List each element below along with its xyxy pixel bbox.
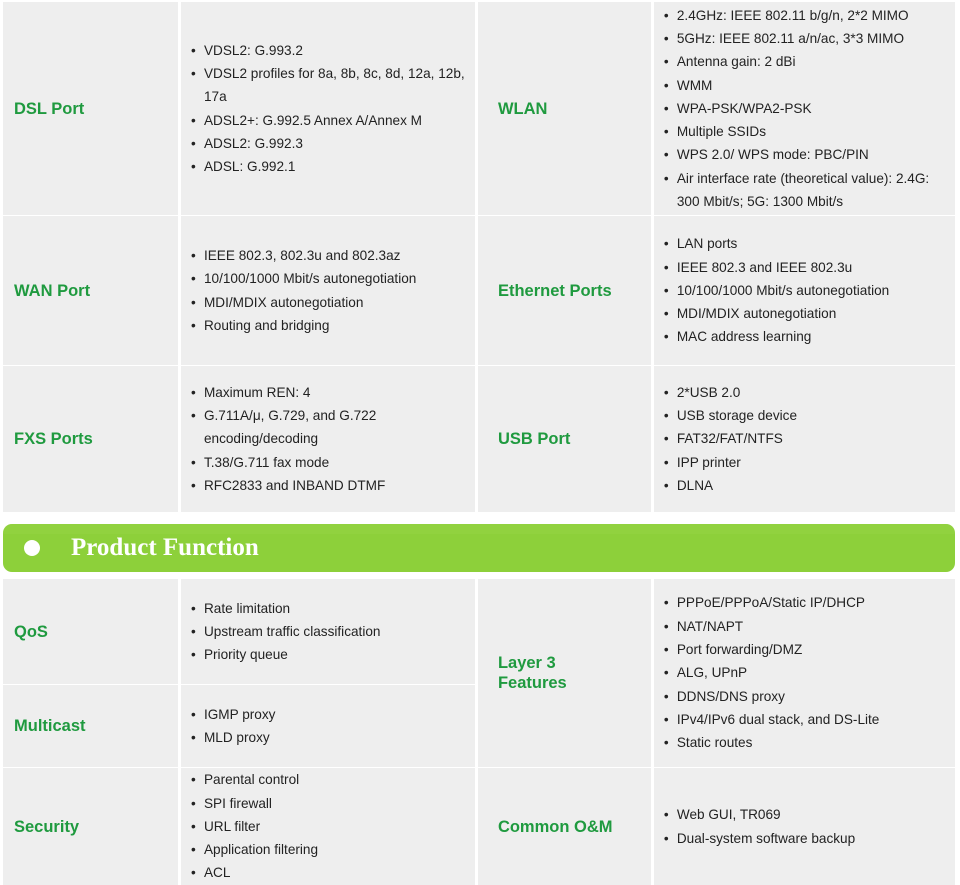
spec-item: • Application filtering [189, 838, 475, 861]
spec-item: • VDSL2 profiles for 8a, 8b, 8c, 8d, 12a, 12b, 17a [189, 62, 475, 109]
items-cell [181, 2, 475, 216]
spec-item: • IPv4/IPv6 dual stack, and DS-Lite [662, 708, 955, 731]
items-cell [654, 2, 955, 216]
spec-item: • VDSL2: G.993.2 [189, 39, 475, 62]
spec-item: • LAN ports [662, 232, 955, 255]
spec-item: • Antenna gain: 2 dBi [662, 50, 955, 73]
spec-item: • ADSL: G.992.1 [189, 155, 475, 178]
feature-label-wan-port: WAN Port [14, 281, 91, 300]
items-cell [654, 768, 955, 885]
spec-item: • MAC address learning [662, 325, 955, 348]
feature-label-fxs-ports: FXS Ports [14, 430, 93, 448]
spec-item: • Static routes [662, 731, 955, 754]
items-cell [181, 685, 475, 768]
spec-item: • Web GUI, TR069 [662, 803, 955, 826]
feature-label-multicast: Multicast [14, 717, 86, 735]
spec-item: • Upstream traffic classification [189, 620, 475, 643]
label-cell [478, 579, 651, 768]
spec-item: • IEEE 802.3, 802.3u and 802.3az [189, 244, 475, 267]
label-cell [478, 2, 651, 216]
items-cell [654, 216, 955, 366]
spec-item: • G.711A/μ, G.729, and G.722 encoding/decoding [189, 404, 475, 451]
feature-label-qos: QoS [14, 622, 48, 641]
spec-item: • IPP printer [662, 451, 955, 474]
feature-label-usb-port: USB Port [497, 430, 571, 448]
spec-item: • FAT32/FAT/NTFS [662, 427, 955, 450]
feature-label-dsl-port: DSL Port [14, 99, 85, 118]
spec-item: • Air interface rate (theoretical value): 2.4G: 300 Mbit/s; 5G: 1300 Mbit/s [662, 167, 955, 214]
spec-item: • ACL [189, 861, 475, 884]
label-cell [478, 768, 651, 885]
spec-item: • 5GHz: IEEE 802.11 a/n/ac, 3*3 MIMO [662, 27, 955, 50]
spec-item: • ADSL2+: G.992.5 Annex A/Annex M [189, 109, 475, 132]
feature-list-dsl-port [181, 39, 475, 179]
function-row [3, 579, 955, 685]
feature-list-wan-port [181, 244, 475, 337]
label-cell [3, 216, 178, 366]
spec-item: • Parental control [189, 768, 475, 791]
feature-list-usb-port [654, 381, 955, 497]
label-cell [3, 2, 178, 216]
label-cell [3, 579, 178, 685]
spec-item: • DDNS/DNS proxy [662, 685, 955, 708]
spec-item: • Multiple SSIDs [662, 120, 955, 143]
feature-label-ethernet-ports: Ethernet Ports [497, 281, 612, 300]
feature-label-om: Common O&M [497, 817, 613, 836]
spec-item: • DLNA [662, 474, 955, 497]
feature-list-multicast [181, 703, 475, 750]
spec-item: • 2*USB 2.0 [662, 381, 955, 404]
feature-label-wlan: WLAN [497, 99, 548, 118]
spec-table [0, 2, 958, 512]
spec-item: • MLD proxy [189, 726, 475, 749]
spec-item: • WPS 2.0/ WPS mode: PBC/PIN [662, 143, 955, 166]
label-cell [478, 216, 651, 366]
feature-label-security: Security [14, 817, 80, 836]
items-cell [181, 768, 475, 885]
label-cell [3, 685, 178, 768]
bullet-circle-icon [24, 540, 40, 556]
items-cell [654, 366, 955, 512]
spec-item: • WPA-PSK/WPA2-PSK [662, 97, 955, 120]
spec-row [3, 216, 955, 366]
spec-item: • MDI/MDIX autonegotiation [189, 291, 475, 314]
items-cell [654, 579, 955, 768]
feature-list-security [181, 768, 475, 884]
section-banner [3, 524, 955, 572]
spec-item: • T.38/G.711 fax mode [189, 451, 475, 474]
spec-item: • USB storage device [662, 404, 955, 427]
label-cell [3, 366, 178, 512]
label-cell [3, 768, 178, 885]
items-cell [181, 579, 475, 685]
spec-item: • Dual-system software backup [662, 827, 955, 850]
spec-item: • IGMP proxy [189, 703, 475, 726]
spec-item: • PPPoE/PPPoA/Static IP/DHCP [662, 591, 955, 614]
spec-item: • 10/100/1000 Mbit/s autonegotiation [189, 267, 475, 290]
spec-item: • Routing and bridging [189, 314, 475, 337]
items-cell [181, 216, 475, 366]
spec-item: • ALG, UPnP [662, 661, 955, 684]
spec-item: • SPI firewall [189, 792, 475, 815]
spec-item: • URL filter [189, 815, 475, 838]
spec-item: • ADSL2: G.992.3 [189, 132, 475, 155]
section-title: Product Function [71, 534, 259, 561]
spec-item: • 10/100/1000 Mbit/s autonegotiation [662, 279, 955, 302]
spec-item: • IEEE 802.3 and IEEE 802.3u [662, 256, 955, 279]
feature-list-wlan [654, 4, 955, 214]
spec-item: • Port forwarding/DMZ [662, 638, 955, 661]
spec-item: • Priority queue [189, 643, 475, 666]
feature-list-layer3 [654, 591, 955, 754]
spec-item: • WMM [662, 74, 955, 97]
feature-list-fxs-ports [181, 381, 475, 497]
spec-item: • Maximum REN: 4 [189, 381, 475, 404]
label-cell [478, 366, 651, 512]
function-table [0, 579, 958, 885]
spec-item: • Rate limitation [189, 597, 475, 620]
function-row [3, 768, 955, 885]
spec-item: • RFC2833 and INBAND DTMF [189, 474, 475, 497]
feature-list-om [654, 803, 955, 850]
spec-item: • MDI/MDIX autonegotiation [662, 302, 955, 325]
feature-list-qos [181, 597, 475, 667]
spec-item: • 2.4GHz: IEEE 802.11 b/g/n, 2*2 MIMO [662, 4, 955, 27]
feature-label-layer3: Layer 3 Features [497, 654, 567, 692]
items-cell [181, 366, 475, 512]
spec-row [3, 366, 955, 512]
spec-row [3, 2, 955, 216]
spec-item: • NAT/NAPT [662, 615, 955, 638]
feature-list-ethernet-ports [654, 232, 955, 348]
